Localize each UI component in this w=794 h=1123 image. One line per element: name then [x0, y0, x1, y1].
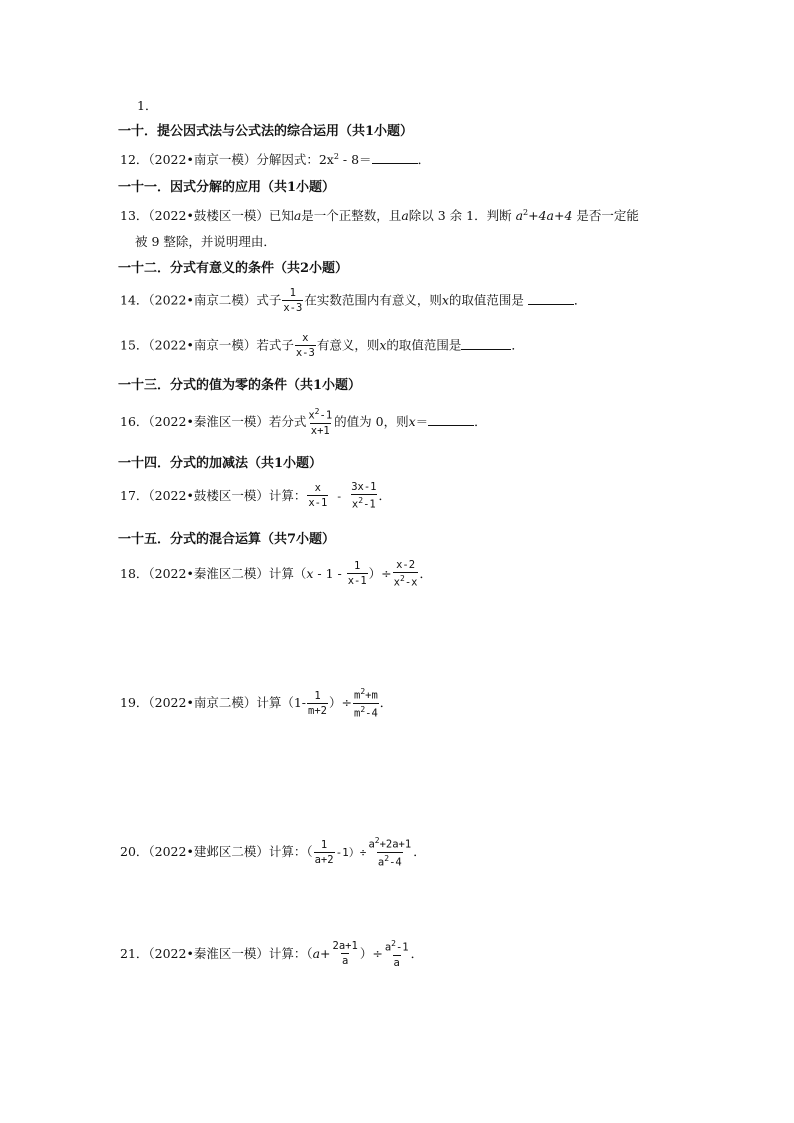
denominator: $a^2-4$: [377, 853, 402, 869]
fraction: [295, 333, 316, 359]
q20-mid: -1）÷: [335, 846, 367, 860]
fraction: [353, 688, 379, 719]
numerator: $a^2+2a+1$: [368, 836, 412, 851]
q15-end: ．: [511, 337, 524, 353]
section-heading: 一十．提公因式法与公式法的综合运用（共1小题）: [118, 124, 414, 139]
question-12: [120, 153, 430, 167]
q20-end: ．: [413, 844, 426, 860]
numerator: 1: [314, 689, 321, 702]
denominator: x-3: [295, 347, 315, 360]
denominator: x-3: [283, 302, 303, 315]
section-heading: 一十一．因式分解的应用（共1小题）: [118, 180, 336, 195]
q15-mid: 有意义，则: [316, 337, 380, 353]
q13-expr: +4a+4: [528, 208, 573, 224]
fraction: [384, 940, 410, 969]
answer-blank[interactable]: [372, 163, 418, 164]
question-14: [120, 288, 586, 314]
q12-prefix: 12．（2022•南京一模）分解因式：2x: [120, 152, 334, 168]
fraction: [307, 408, 333, 437]
denominator: m+2: [308, 704, 327, 717]
q15-tail: 的取值范围是: [386, 337, 462, 353]
section-heading: 一十三．分式的值为零的条件（共1小题）: [118, 378, 362, 393]
question-19: [120, 688, 392, 719]
q13-var: a: [401, 208, 409, 224]
numerator: 1: [320, 838, 328, 851]
answer-blank[interactable]: [528, 304, 574, 305]
q18-mid: - 1 -: [313, 565, 346, 581]
q18-var: x: [306, 565, 314, 581]
question-16: [120, 408, 487, 437]
fraction: [347, 561, 368, 587]
numerator: 2a+1: [332, 940, 358, 953]
q21-close: ）÷: [359, 945, 383, 961]
question-15: [120, 333, 524, 359]
answer-blank[interactable]: [428, 425, 474, 426]
numerator: 1: [289, 287, 296, 299]
question-13: [120, 209, 639, 223]
q14-end: ．: [573, 292, 587, 308]
q12-rest: - 8＝: [338, 152, 372, 168]
q13-expr: a: [515, 208, 524, 224]
denominator: $x^2-x$: [393, 574, 418, 589]
numerator: $a^2-1$: [384, 939, 409, 954]
q14-var: x: [441, 292, 449, 308]
fraction: [307, 483, 328, 509]
question-fragment: 1．: [137, 98, 158, 113]
question-21: [120, 940, 423, 969]
numerator: x: [302, 332, 309, 344]
denominator: $m^2-4$: [353, 704, 378, 720]
q13-text: 13．（2022•鼓楼区一模）已知: [120, 208, 294, 224]
q12-exponent: 2: [333, 152, 339, 161]
q20-prefix: 20．（2022•建邺区二模）计算：（: [120, 844, 313, 860]
numerator: $x^2-1$: [308, 407, 333, 422]
q17-prefix: 17．（2022•鼓楼区一模）计算：: [120, 487, 307, 503]
numerator: $m^2+m$: [353, 687, 378, 702]
answer-blank[interactable]: [461, 349, 511, 350]
q18-end: ．: [419, 565, 432, 581]
section-heading: 一十四．分式的加减法（共1小题）: [118, 456, 323, 471]
q12-end: ．: [417, 152, 431, 168]
question-17: [120, 482, 391, 511]
numerator: x: [314, 482, 321, 495]
q16-eq: ＝: [415, 413, 429, 429]
q21-end: ．: [410, 945, 424, 961]
denominator: a: [342, 955, 349, 968]
q15-prefix: 15．（2022•南京一模）若式子: [120, 337, 294, 353]
denominator: $x^2-1$: [351, 496, 376, 511]
q19-prefix: 19．（2022•南京二模）计算（1-: [120, 695, 307, 711]
fraction: [314, 840, 335, 866]
denominator: x-1: [308, 497, 328, 510]
q17-end: ．: [378, 487, 391, 503]
fraction: [332, 941, 359, 967]
q18-prefix: 18．（2022•秦淮区二模）计算（: [120, 565, 307, 581]
fraction: [393, 560, 419, 589]
q14-tail: 的取值范围是: [448, 292, 528, 308]
section-heading: 一十五．分式的混合运算（共7小题）: [118, 532, 336, 547]
denominator: x+1: [310, 424, 330, 437]
denominator: x-1: [347, 575, 367, 588]
q14-mid: 在实数范围内有意义，则: [304, 292, 442, 308]
section-heading: 一十二．分式有意义的条件（共2小题）: [118, 261, 349, 276]
q16-end: ．: [474, 413, 487, 429]
question-20: [120, 837, 426, 868]
fraction: [367, 837, 412, 868]
numerator: x-2: [396, 559, 416, 571]
q13-text: 是否一定能: [572, 208, 639, 224]
q21-prefix: 21．（2022•秦淮区一模）计算：（: [120, 945, 313, 961]
fraction: [350, 482, 377, 511]
q16-prefix: 16．（2022•秦淮区一模）若分式: [120, 413, 307, 429]
q13-exponent: 2: [523, 208, 529, 217]
question-18: [120, 560, 432, 589]
q15-var: x: [379, 337, 387, 353]
q21-var: a: [312, 945, 321, 961]
fraction: [307, 691, 328, 717]
q21-plus: +: [320, 945, 331, 961]
q19-close: ）÷: [329, 695, 352, 711]
q13-var: a: [293, 208, 302, 224]
denominator: a: [393, 956, 400, 969]
denominator: a+2: [314, 853, 334, 866]
q13-text: 除以 3 余 1．判断: [408, 208, 516, 224]
operator: -: [329, 489, 350, 503]
numerator: 3x-1: [351, 481, 377, 493]
q14-prefix: 14．（2022•南京二模）式子: [120, 292, 282, 308]
numerator: 1: [354, 560, 361, 573]
q13-text: 是一个正整数，且: [301, 208, 402, 224]
q18-close: ）÷: [368, 565, 392, 581]
q16-mid: 的值为 0，则: [334, 413, 409, 429]
q19-end: ．: [379, 695, 393, 711]
question-13-continued: 被 9 整除，并说明理由．: [135, 234, 276, 249]
q16-var: x: [408, 413, 416, 429]
fraction: [282, 288, 303, 314]
